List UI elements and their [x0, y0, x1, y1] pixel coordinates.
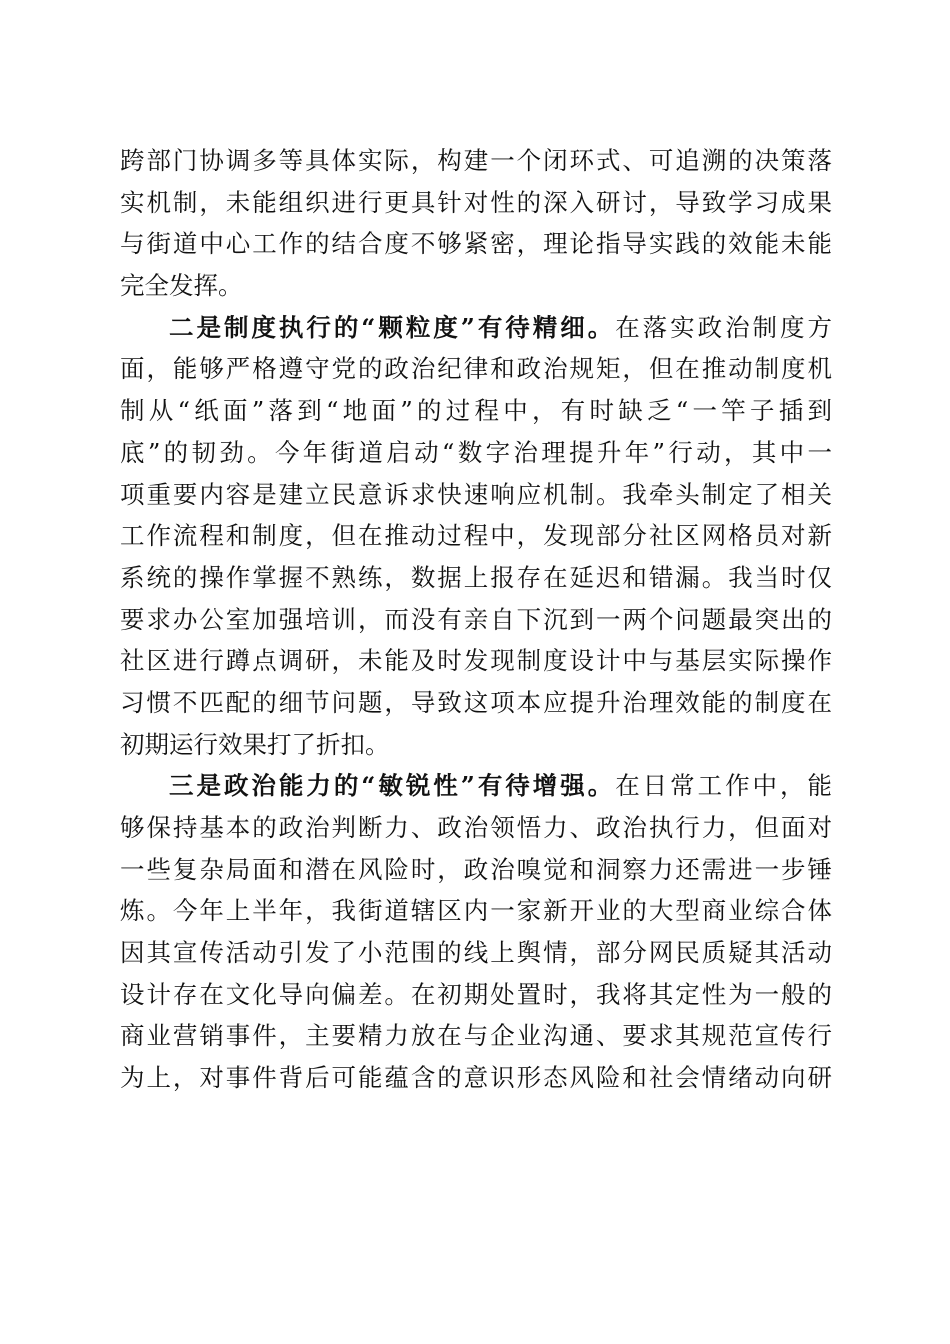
text-line: 够保持基本的政治判断力、政治领悟力、政治执行力，但面对: [120, 813, 832, 842]
text-line: 完全发挥。: [120, 271, 243, 301]
text-line: 底”的韧劲。今年街道启动“数字治理提升年”行动，其中一: [120, 437, 832, 467]
text-line: 工作流程和制度，但在推动过程中，发现部分社区网格员对新: [120, 521, 832, 551]
text-line: 实机制，未能组织进行更具针对性的深入研讨，导致学习成果: [120, 187, 832, 217]
first-line-rest: 在日常工作中，能: [615, 771, 833, 801]
text-line: 要求办公室加强培训，而没有亲自下沉到一两个问题最突出的: [120, 604, 832, 634]
document-body: [120, 140, 832, 1099]
paragraph-2: [120, 307, 832, 766]
paragraph-1: [120, 140, 832, 307]
first-line-rest: 在落实政治制度方: [615, 312, 833, 342]
text-line: 跨部门协调多等具体实际，构建一个闭环式、可追溯的决策落: [120, 146, 832, 175]
text-line: 制从“纸面”落到“地面”的过程中，有时缺乏“一竿子插到: [120, 396, 832, 426]
text-line: 设计存在文化导向偏差。在初期处置时，我将其定性为一般的: [120, 979, 832, 1009]
text-line: 商业营销事件，主要精力放在与企业沟通、要求其规范宣传行: [120, 1021, 832, 1051]
paragraph-3: [120, 765, 832, 1099]
text-line: 初期运行效果打了折扣。: [120, 729, 390, 759]
text-line: 项重要内容是建立民意诉求快速响应机制。我牵头制定了相关: [120, 479, 832, 509]
text-line: 系统的操作掌握不熟练，数据上报存在延迟和错漏。我当时仅: [120, 562, 832, 592]
text-line: 因其宣传活动引发了小范围的线上舆情，部分网民质疑其活动: [120, 938, 832, 968]
text-line: 社区进行蹲点调研，未能及时发现制度设计中与基层实际操作: [120, 646, 832, 676]
paragraph-first-line: [120, 307, 832, 349]
text-line: 面，能够严格遵守党的政治纪律和政治规矩，但在推动制度机: [120, 354, 832, 384]
text-line: 炼。今年上半年，我街道辖区内一家新开业的大型商业综合体: [120, 896, 832, 926]
text-line: 一些复杂局面和潜在风险时，政治嗅觉和洞察力还需进一步锤: [120, 854, 832, 884]
text-line: 习惯不匹配的细节问题，导致这项本应提升治理效能的制度在: [120, 687, 832, 717]
text-line: 与街道中心工作的结合度不够紧密，理论指导实践的效能未能: [120, 229, 832, 259]
text-line: 为上，对事件背后可能蕴含的意识形态风险和社会情绪动向研: [120, 1063, 832, 1093]
paragraph-first-line: [120, 765, 832, 807]
section-heading-institution: 二是制度执行的“颗粒度”有待精细。: [169, 312, 616, 342]
section-heading-political-ability: 三是政治能力的“敏锐性”有待增强。: [169, 771, 616, 801]
